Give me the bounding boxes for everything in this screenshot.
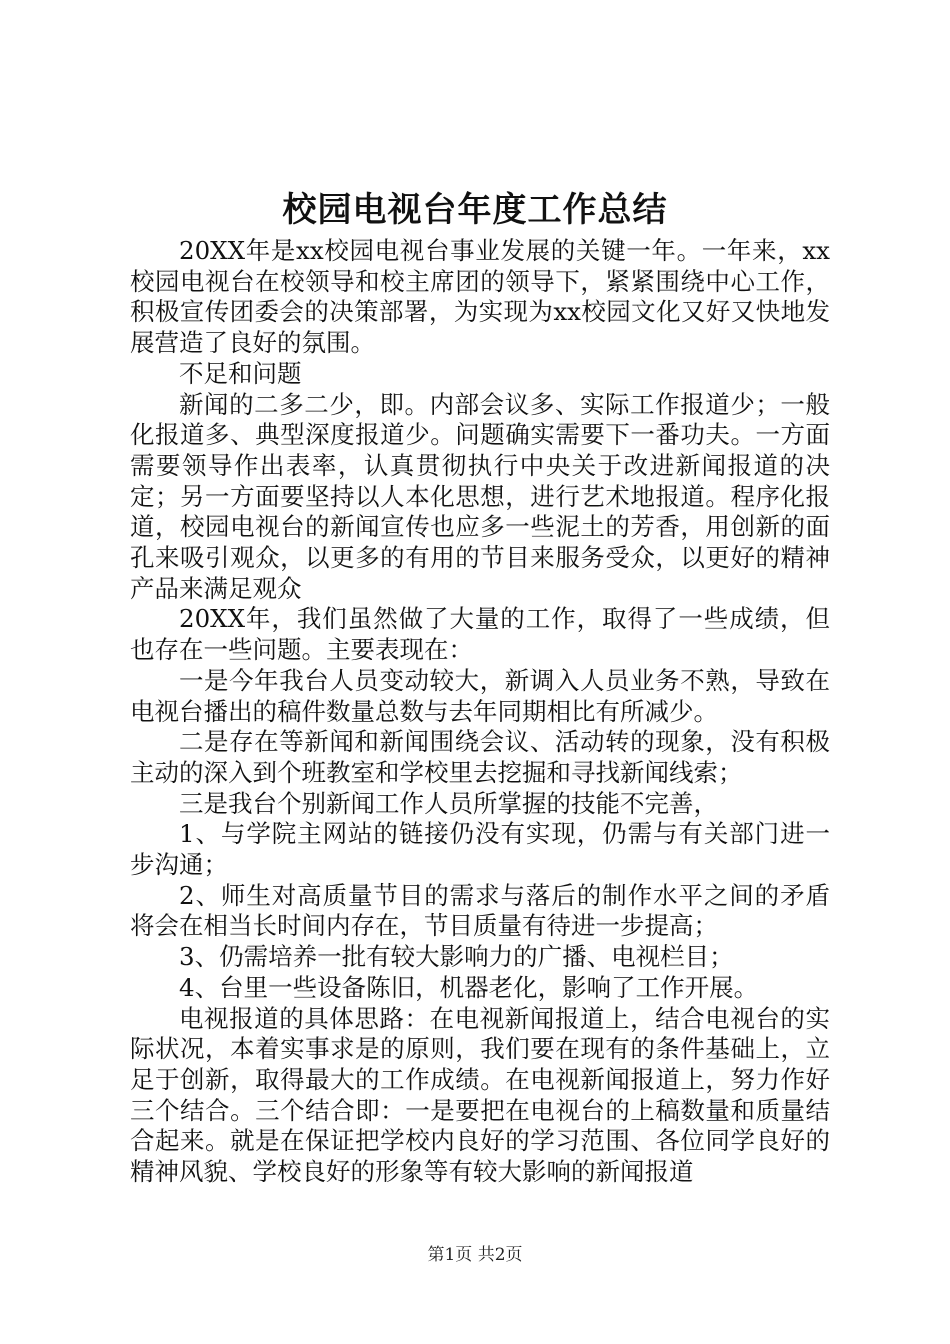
paragraph-point-two: 二是存在等新闻和新闻围绕会议、活动转的现象，没有积极主动的深入到个班教室和学校里去挖掘和寻找新闻线索； bbox=[130, 727, 830, 787]
page-number: 第1页 共2页 bbox=[427, 1245, 523, 1265]
list-item-1: 1、与学院主网站的链接仍没有实现，仍需与有关部门进一步沟通； bbox=[130, 819, 830, 880]
document-title: 校园电视台年度工作总结 bbox=[282, 190, 668, 230]
list-item-4: 4、台里一些设备陈旧，机器老化，影响了工作开展。 bbox=[179, 972, 759, 1002]
paragraph-news-issues: 新闻的二多二少，即。内部会议多、实际工作报道少；一般化报道多、典型深度报道少。问题确实需要下一番功夫。一方面需要领导作出表率，认真贯彻执行中央关于改进新闻报道的决定；另一方面要坚持以人本化思想，进行艺术地报道。程序化报道，校园电视台的新闻宣传也应多一些泥土的芳香，用创新的面孔来吸引观众，以更多的有用的节目来服务受众，以更好的精神产品来满足观众 bbox=[130, 389, 830, 603]
paragraph-year-summary: 20XX年，我们虽然做了大量的工作，取得了一些成绩，但也存在一些问题。主要表现在： bbox=[130, 604, 830, 665]
list-item-2: 2、师生对高质量节目的需求与落后的制作水平之间的矛盾将会在相当长时间内存在，节目质量有待进一步提高； bbox=[130, 880, 830, 941]
paragraph-approach: 电视报道的具体思路：在电视新闻报道上，结合电视台的实际状况，本着实事求是的原则，我们要在现有的条件基础上，立足于创新，取得最大的工作成绩。在电视新闻报道上，努力作好三个结合。三个结合即：一是要把在电视台的上稿数量和质量结合起来。就是在保证把学校内良好的学习范围、各位同学良好的精神风貌、学校良好的形象等有较大影响的新闻报道 bbox=[130, 1003, 830, 1187]
list-item-3: 3、仍需培养一批有较大影响力的广播、电视栏目； bbox=[179, 942, 734, 972]
paragraph-point-three: 三是我台个别新闻工作人员所掌握的技能不完善， bbox=[179, 788, 718, 818]
paragraph-heading-issues: 不足和问题 bbox=[179, 358, 302, 388]
paragraph-intro: 20XX年是xx校园电视台事业发展的关键一年。一年来，xx校园电视台在校领导和校主席团的领导下，紧紧围绕中心工作，积极宣传团委会的决策部署，为实现为xx校园文化又好又快地发展营造了良好的氛围。 bbox=[130, 236, 830, 358]
paragraph-point-one: 一是今年我台人员变动较大，新调入人员业务不熟，导致在电视台播出的稿件数量总数与去年同期相比有所减少。 bbox=[130, 665, 830, 726]
document-body bbox=[130, 236, 830, 1188]
